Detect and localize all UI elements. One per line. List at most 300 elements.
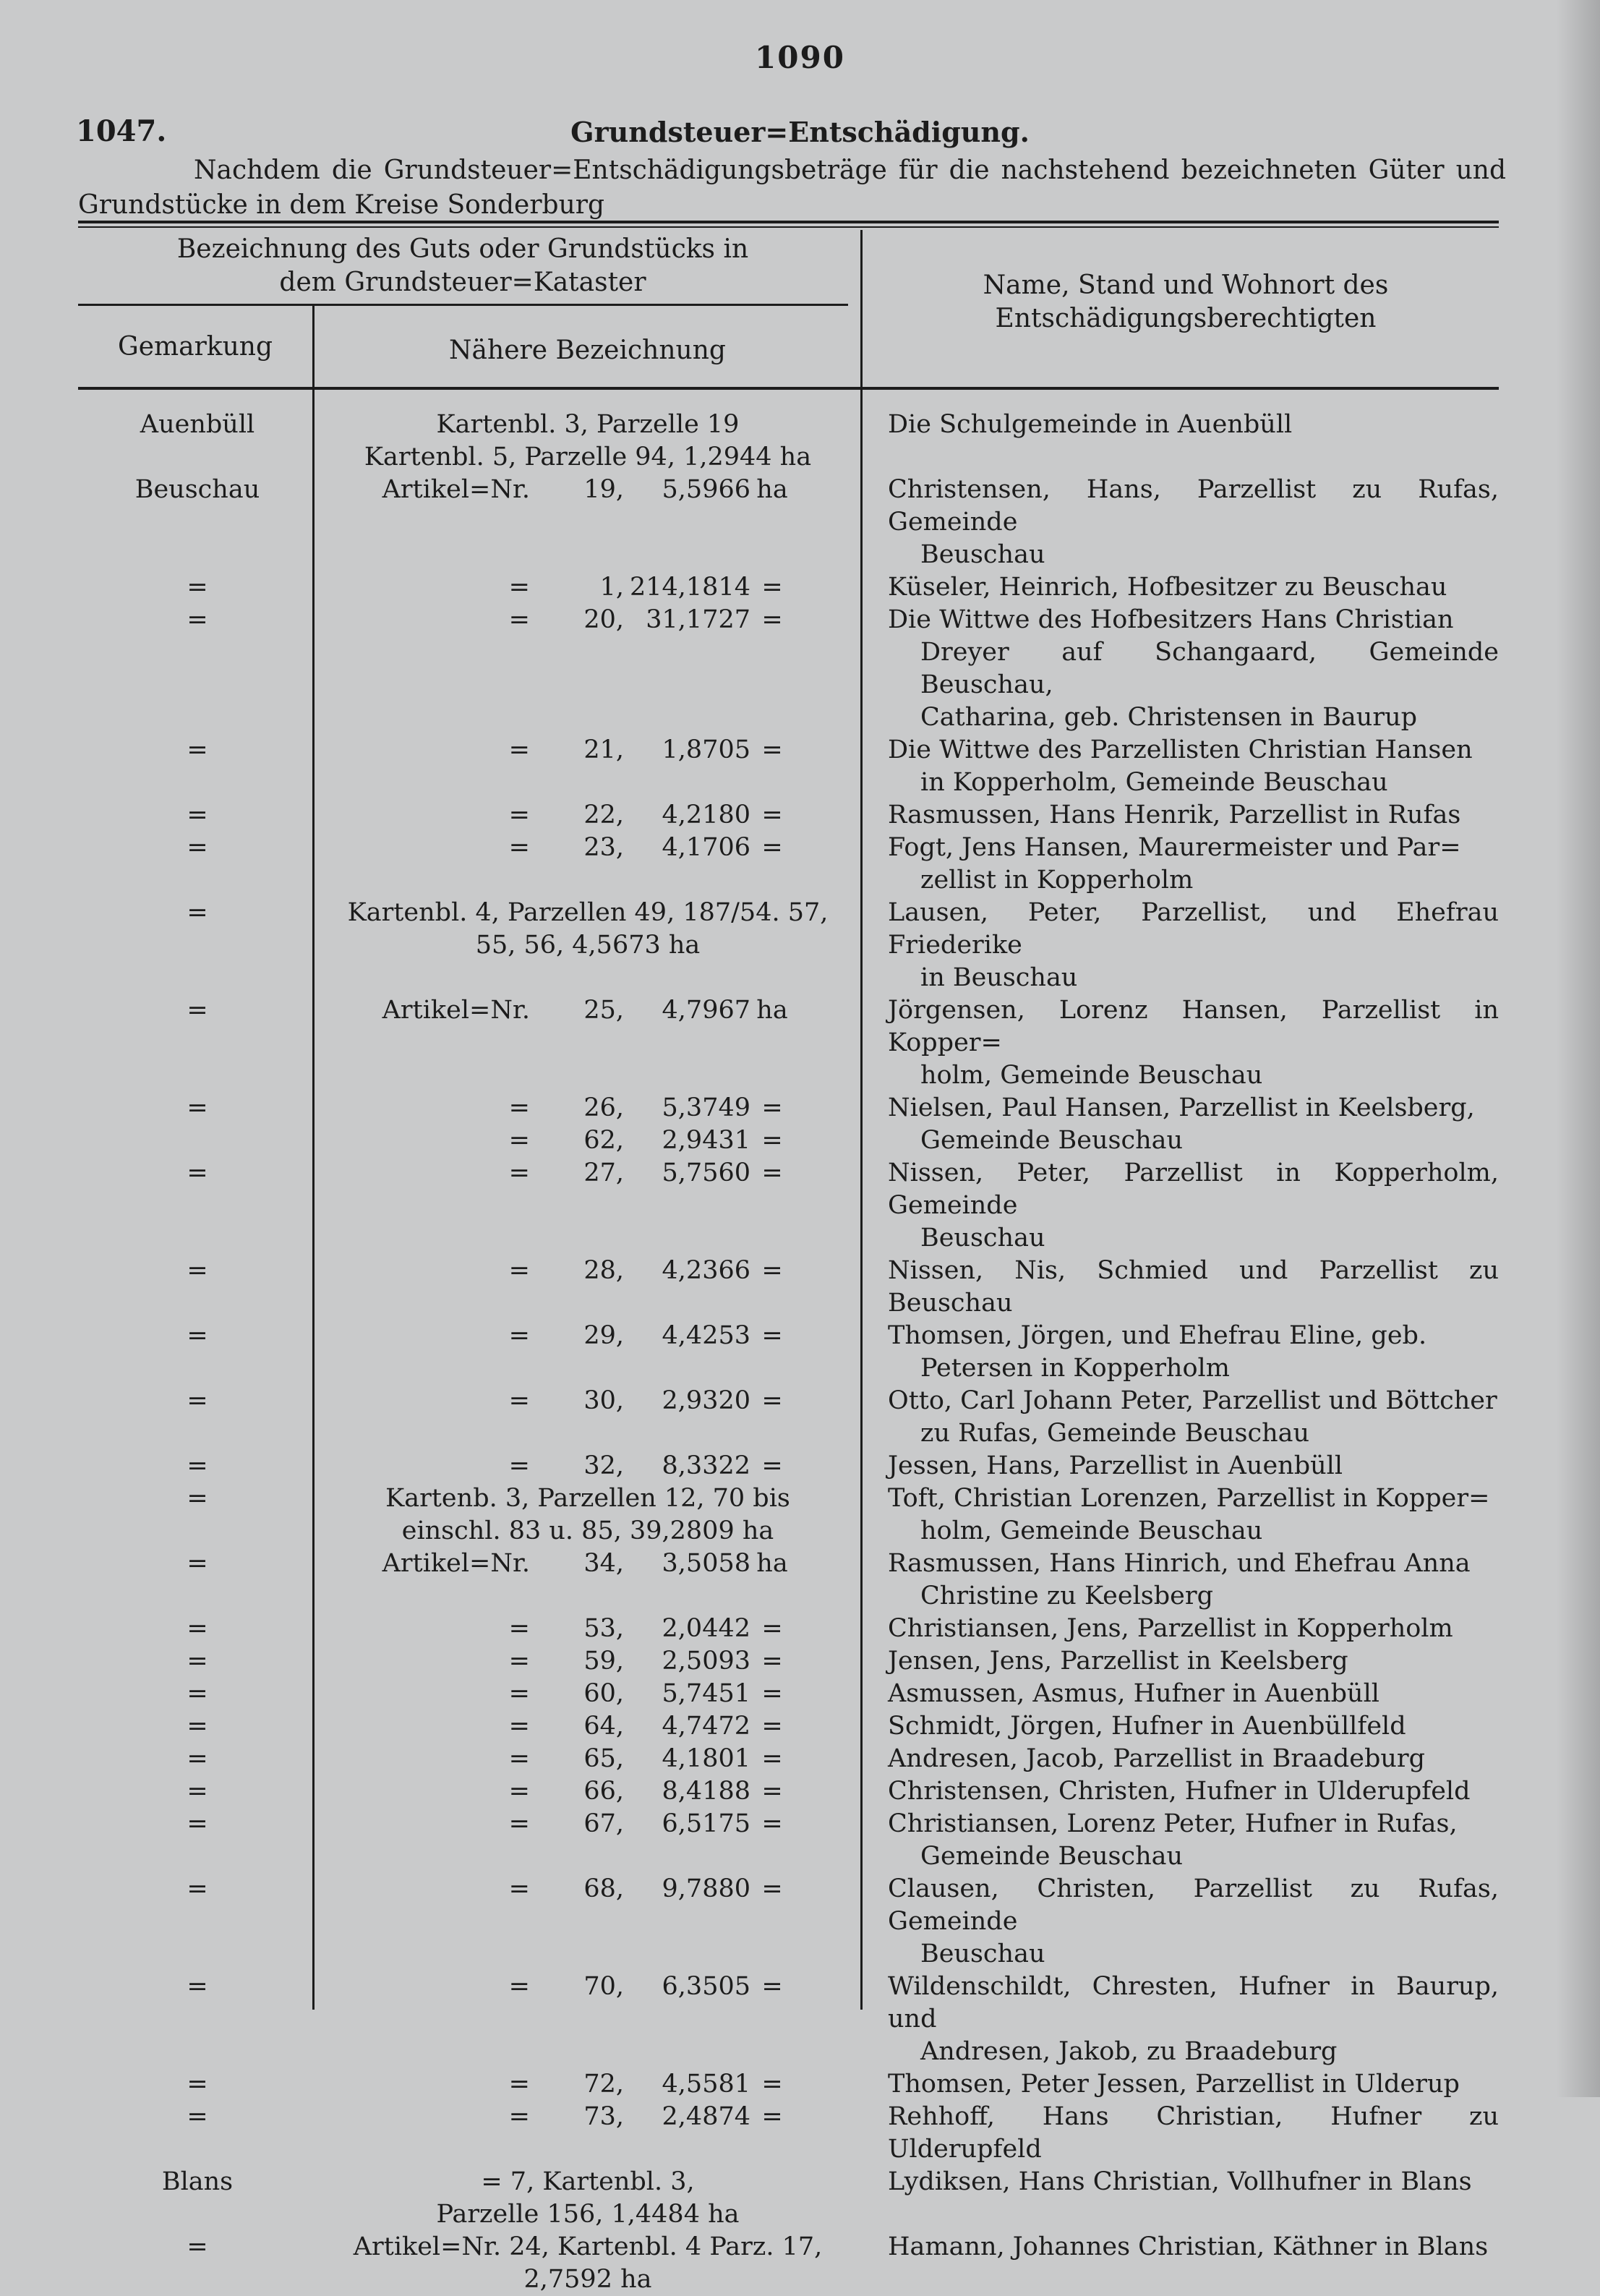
area-value: 2,4874 bbox=[662, 2102, 750, 2131]
name-line: Nissen, Peter, Parzellist in Kopperholm, Gemeinde bbox=[888, 1158, 1499, 1220]
table-row bbox=[78, 571, 1499, 604]
bezeichnung-cell bbox=[317, 409, 859, 441]
area-value: 214,1814 bbox=[629, 573, 750, 602]
area-value: 2,9431 bbox=[662, 1126, 750, 1155]
name-line: zellist in Kopperholm bbox=[920, 866, 1194, 895]
name-line: Die Wittwe des Hofbesitzers Hans Christian bbox=[888, 605, 1454, 634]
artikel-line bbox=[317, 1320, 859, 1352]
gemarkung-cell: = bbox=[187, 1256, 208, 1285]
name-line: Hamann, Johannes Christian, Käthner in Blans bbox=[888, 2232, 1489, 2261]
artikel-number: 29, bbox=[583, 1321, 624, 1350]
artikel-line bbox=[317, 1743, 859, 1775]
area-unit: = bbox=[761, 833, 783, 862]
name-cell bbox=[859, 1092, 1499, 1157]
table-row bbox=[78, 2231, 1499, 2296]
table-row bbox=[78, 1971, 1499, 2068]
artikel-label: = bbox=[508, 2102, 530, 2131]
name-cell bbox=[859, 1548, 1499, 1613]
name-cell bbox=[859, 1450, 1499, 1482]
table-row bbox=[78, 1482, 1499, 1548]
artikel-line bbox=[317, 1775, 859, 1808]
area-unit: = bbox=[761, 573, 783, 602]
artikel-number: 21, bbox=[583, 735, 624, 764]
gemarkung-cell: = bbox=[187, 2070, 208, 2099]
bezeichnung-line: 55, 56, 4,5673 ha bbox=[475, 931, 701, 960]
area-value: 2,5093 bbox=[662, 1647, 750, 1676]
name-line: Andresen, Jacob, Parzellist in Braadeburg bbox=[888, 1744, 1426, 1773]
gemarkung-cell: = bbox=[187, 1874, 208, 1903]
page-edge-shadow bbox=[1557, 0, 1600, 2097]
artikel-number: 22, bbox=[583, 801, 624, 829]
bezeichnung-cell bbox=[317, 1450, 859, 1482]
gemarkung-cell: = bbox=[187, 1093, 208, 1122]
table-row bbox=[78, 799, 1499, 832]
artikel-line bbox=[317, 1645, 859, 1678]
artikel-number: 59, bbox=[583, 1647, 624, 1676]
gemarkung-cell: = bbox=[187, 898, 208, 927]
area-unit: = bbox=[761, 605, 783, 634]
name-line: Jensen, Jens, Parzellist in Keelsberg bbox=[888, 1647, 1348, 1676]
area-value: 8,3322 bbox=[662, 1451, 750, 1480]
name-line: Christensen, Hans, Parzellist zu Rufas, Gemeinde bbox=[888, 475, 1499, 537]
bezeichnung-line: Parzelle 156, 1,4484 ha bbox=[436, 2200, 740, 2229]
bezeichnung-cell bbox=[317, 1873, 859, 1971]
area-value: 4,2180 bbox=[662, 801, 750, 829]
area-unit: = bbox=[761, 1647, 783, 1676]
gemarkung-cell: = bbox=[187, 735, 208, 764]
area-unit: = bbox=[761, 1809, 783, 1838]
name-line: Thomsen, Jörgen, und Ehefrau Eline, geb. bbox=[888, 1321, 1427, 1350]
intro-paragraph: Nachdem die Grundsteuer=Entschädigungsbeträge für die nachstehend bezeichneten Güter und Grundstücke in dem Kreise Sonderburg bbox=[78, 155, 1506, 220]
artikel-line bbox=[317, 604, 859, 636]
gemarkung-cell: = bbox=[187, 1809, 208, 1838]
artikel-number: 19, bbox=[583, 475, 624, 504]
header-group-rule bbox=[78, 304, 848, 306]
area-value: 6,3505 bbox=[662, 1972, 750, 2001]
artikel-label: = bbox=[508, 1321, 530, 1350]
name-cell bbox=[859, 2101, 1499, 2166]
bezeichnung-cell bbox=[317, 2068, 859, 2101]
area-value: 4,7472 bbox=[662, 1712, 750, 1741]
gemarkung-cell: = bbox=[187, 801, 208, 829]
artikel-line bbox=[317, 2068, 859, 2101]
name-line: Rasmussen, Hans Hinrich, und Ehefrau Anna bbox=[888, 1549, 1471, 1578]
artikel-line bbox=[317, 1808, 859, 1840]
name-line: Toft, Christian Lorenzen, Parzellist in Kopper= bbox=[888, 1484, 1490, 1513]
area-value: 5,7560 bbox=[662, 1158, 750, 1187]
bezeichnung-cell bbox=[317, 897, 859, 994]
artikel-label: = bbox=[508, 2070, 530, 2099]
table-row bbox=[78, 1385, 1499, 1450]
name-cell bbox=[859, 734, 1499, 799]
table-row bbox=[78, 1320, 1499, 1385]
area-value: 4,4253 bbox=[662, 1321, 750, 1350]
area-unit: = bbox=[761, 1126, 783, 1155]
bezeichnung-cell bbox=[317, 604, 859, 734]
artikel-label: = bbox=[508, 1647, 530, 1676]
name-cell bbox=[859, 441, 1499, 474]
table-row bbox=[78, 1548, 1499, 1613]
name-line: Gemeinde Beuschau bbox=[920, 1842, 1184, 1871]
artikel-label: = bbox=[508, 1972, 530, 2001]
bezeichnung-line: Kartenbl. 5, Parzelle 94, 1,2944 ha bbox=[364, 443, 812, 471]
gemarkung-cell: = bbox=[187, 1647, 208, 1676]
name-cell bbox=[859, 799, 1499, 832]
name-line: in Kopperholm, Gemeinde Beuschau bbox=[920, 768, 1388, 797]
artikel-number: 28, bbox=[583, 1256, 624, 1285]
area-unit: = bbox=[761, 1972, 783, 2001]
artikel-number: 27, bbox=[583, 1158, 624, 1187]
artikel-label: = bbox=[508, 1744, 530, 1773]
gemarkung-cell: = bbox=[187, 1744, 208, 1773]
name-cell bbox=[859, 409, 1499, 441]
name-line: in Beuschau bbox=[920, 963, 1078, 992]
table-row bbox=[78, 1450, 1499, 1482]
gemarkung-cell: = bbox=[187, 1321, 208, 1350]
name-line: holm, Gemeinde Beuschau bbox=[920, 1061, 1263, 1090]
name-cell bbox=[859, 1873, 1499, 1971]
name-line: Christiansen, Lorenz Peter, Hufner in Rufas, bbox=[888, 1809, 1458, 1838]
name-line: Christiansen, Jens, Parzellist in Kopperholm bbox=[888, 1614, 1453, 1643]
name-cell bbox=[859, 1743, 1499, 1775]
area-unit: = bbox=[761, 1256, 783, 1285]
table-row bbox=[78, 1743, 1499, 1775]
name-cell bbox=[859, 1710, 1499, 1743]
header-divider-right bbox=[860, 230, 863, 387]
name-line: holm, Gemeinde Beuschau bbox=[920, 1516, 1263, 1545]
bezeichnung-line: Kartenbl. 3, Parzelle 19 bbox=[436, 410, 740, 439]
bezeichnung-cell bbox=[317, 1482, 859, 1548]
table-row bbox=[78, 441, 1499, 474]
artikel-line bbox=[317, 1157, 859, 1190]
name-line: Nielsen, Paul Hansen, Parzellist in Keelsberg, bbox=[888, 1093, 1475, 1122]
bezeichnung-line: Kartenbl. 4, Parzellen 49, 187/54. 57, bbox=[347, 898, 829, 927]
gemarkung-cell: = bbox=[187, 573, 208, 602]
artikel-number: 1, bbox=[599, 573, 624, 602]
table-row bbox=[78, 1678, 1499, 1710]
document-title: Grundsteuer=Entschädigung. bbox=[570, 116, 1030, 148]
bezeichnung-cell bbox=[317, 1092, 859, 1157]
artikel-line bbox=[317, 2101, 859, 2133]
area-value: 4,7967 bbox=[662, 996, 750, 1025]
artikel-line bbox=[317, 1873, 859, 1905]
artikel-label: = bbox=[508, 1256, 530, 1285]
name-line: Rehhoff, Hans Christian, Hufner zu Ulderupfeld bbox=[888, 2102, 1499, 2164]
gemarkung-cell: Beuschau bbox=[134, 475, 260, 504]
area-value: 2,0442 bbox=[662, 1614, 750, 1643]
area-value: 2,9320 bbox=[662, 1386, 750, 1415]
area-value: 4,1801 bbox=[662, 1744, 750, 1773]
artikel-number: 68, bbox=[583, 1874, 624, 1903]
bezeichnung-cell bbox=[317, 832, 859, 897]
area-unit: = bbox=[761, 1679, 783, 1708]
document-number: 1047. bbox=[76, 114, 167, 148]
bezeichnung-cell bbox=[317, 1971, 859, 2068]
area-unit: = bbox=[761, 1712, 783, 1741]
gemarkung-cell: = bbox=[187, 996, 208, 1025]
bezeichnung-cell bbox=[317, 994, 859, 1092]
artikel-number: 66, bbox=[583, 1777, 624, 1806]
name-cell bbox=[859, 1385, 1499, 1450]
bezeichnung-cell bbox=[317, 2166, 859, 2231]
artikel-label: = bbox=[508, 1777, 530, 1806]
artikel-label: = bbox=[508, 1158, 530, 1187]
area-unit: ha bbox=[756, 475, 788, 504]
name-line: Lausen, Peter, Parzellist, und Ehefrau Friederike bbox=[888, 898, 1499, 960]
gemarkung-cell: = bbox=[187, 1712, 208, 1741]
artikel-line bbox=[317, 1255, 859, 1287]
name-line: Catharina, geb. Christensen in Baurup bbox=[920, 703, 1418, 732]
name-line: Jörgensen, Lorenz Hansen, Parzellist in Kopper= bbox=[888, 996, 1499, 1057]
name-line: Asmussen, Asmus, Hufner in Auenbüll bbox=[888, 1679, 1379, 1708]
gemarkung-cell: = bbox=[187, 833, 208, 862]
artikel-label: = bbox=[508, 1874, 530, 1903]
area-value: 4,2366 bbox=[662, 1256, 750, 1285]
header-group-title: Bezeichnung des Guts oder Grundstücks in dem Grundsteuer=Kataster bbox=[176, 234, 749, 297]
table-row bbox=[78, 1092, 1499, 1157]
area-value: 6,5175 bbox=[662, 1809, 750, 1838]
area-unit: ha bbox=[756, 996, 788, 1025]
gemarkung-cell: = bbox=[187, 605, 208, 634]
artikel-label: = bbox=[508, 1093, 530, 1122]
artikel-label: = bbox=[508, 801, 530, 829]
name-line: Jessen, Hans, Parzellist in Auenbüll bbox=[888, 1451, 1343, 1480]
name-line: Christensen, Christen, Hufner in Ulderupfeld bbox=[888, 1777, 1471, 1806]
name-cell bbox=[859, 1645, 1499, 1678]
page-number: 1090 bbox=[755, 40, 845, 75]
bezeichnung-cell bbox=[317, 734, 859, 799]
table-row bbox=[78, 734, 1499, 799]
gemarkung-cell: = bbox=[187, 1386, 208, 1415]
name-cell bbox=[859, 1808, 1499, 1873]
artikel-line bbox=[317, 1092, 859, 1124]
bezeichnung-cell bbox=[317, 441, 859, 474]
bezeichnung-cell bbox=[317, 2101, 859, 2166]
artikel-line bbox=[317, 1450, 859, 1482]
area-value: 5,3749 bbox=[662, 1093, 750, 1122]
gemarkung-cell bbox=[78, 441, 317, 474]
artikel-line bbox=[317, 832, 859, 864]
table-body bbox=[78, 409, 1499, 2296]
bezeichnung-cell bbox=[317, 1255, 859, 1320]
area-value: 1,8705 bbox=[662, 735, 750, 764]
table-row bbox=[78, 2166, 1499, 2231]
artikel-number: 65, bbox=[583, 1744, 624, 1773]
artikel-line bbox=[317, 799, 859, 832]
name-line: Lydiksen, Hans Christian, Vollhufner in Blans bbox=[888, 2167, 1472, 2196]
artikel-number: 30, bbox=[583, 1386, 624, 1415]
gemarkung-cell: = bbox=[187, 1679, 208, 1708]
bezeichnung-cell bbox=[317, 1613, 859, 1645]
area-value: 8,4188 bbox=[662, 1777, 750, 1806]
artikel-number: 60, bbox=[583, 1679, 624, 1708]
table-top-rule-thin bbox=[78, 226, 1499, 228]
bezeichnung-cell bbox=[317, 2231, 859, 2296]
name-line: Nissen, Nis, Schmied und Parzellist zu Beuschau bbox=[888, 1256, 1499, 1318]
area-unit: = bbox=[761, 1614, 783, 1643]
table-row bbox=[78, 1255, 1499, 1320]
name-line: Thomsen, Peter Jessen, Parzellist in Ulderup bbox=[888, 2070, 1460, 2099]
name-line: Fogt, Jens Hansen, Maurermeister und Par= bbox=[888, 833, 1461, 862]
name-line: Christine zu Keelsberg bbox=[920, 1582, 1213, 1610]
artikel-number: 26, bbox=[583, 1093, 624, 1122]
area-value: 5,7451 bbox=[662, 1679, 750, 1708]
table-row bbox=[78, 1613, 1499, 1645]
artikel-label: = bbox=[508, 605, 530, 634]
name-line: Clausen, Christen, Parzellist zu Rufas, Gemeinde bbox=[888, 1874, 1499, 1936]
artikel-number: 70, bbox=[583, 1972, 624, 2001]
gemarkung-cell: = bbox=[187, 1614, 208, 1643]
bezeichnung-cell bbox=[317, 1645, 859, 1678]
bezeichnung-line: einschl. 83 u. 85, 39,2809 ha bbox=[401, 1516, 774, 1545]
bezeichnung-cell bbox=[317, 571, 859, 604]
artikel-line bbox=[317, 1710, 859, 1743]
name-cell bbox=[859, 1775, 1499, 1808]
bezeichnung-line: 2,7592 ha bbox=[523, 2265, 652, 2294]
table-row bbox=[78, 2068, 1499, 2101]
name-cell bbox=[859, 1255, 1499, 1320]
name-cell bbox=[859, 2231, 1499, 2296]
artikel-label: Artikel=Nr. bbox=[382, 996, 530, 1025]
name-cell bbox=[859, 1971, 1499, 2068]
area-value: 31,1727 bbox=[646, 605, 750, 634]
name-line: Otto, Carl Johann Peter, Parzellist und Böttcher bbox=[888, 1386, 1497, 1415]
name-line: Petersen in Kopperholm bbox=[920, 1354, 1230, 1383]
gemarkung-cell: = bbox=[187, 1549, 208, 1578]
artikel-number: 62, bbox=[583, 1126, 624, 1155]
table-row bbox=[78, 474, 1499, 571]
bezeichnung-cell bbox=[317, 1710, 859, 1743]
name-line: Andresen, Jakob, zu Braadeburg bbox=[920, 2037, 1338, 2066]
artikel-label: = bbox=[508, 1679, 530, 1708]
name-cell bbox=[859, 604, 1499, 734]
artikel-line bbox=[317, 571, 859, 604]
area-value: 4,1706 bbox=[662, 833, 750, 862]
bezeichnung-cell bbox=[317, 1320, 859, 1385]
table-row bbox=[78, 1775, 1499, 1808]
area-unit: = bbox=[761, 1093, 783, 1122]
table-row bbox=[78, 1873, 1499, 1971]
gemarkung-cell: Blans bbox=[161, 2167, 234, 2196]
table-row bbox=[78, 1710, 1499, 1743]
area-value: 3,5058 bbox=[662, 1549, 750, 1578]
name-cell bbox=[859, 1482, 1499, 1548]
artikel-line bbox=[317, 1678, 859, 1710]
table-row bbox=[78, 897, 1499, 994]
gemarkung-cell: = bbox=[187, 1451, 208, 1480]
name-line: Die Wittwe des Parzellisten Christian Hansen bbox=[888, 735, 1473, 764]
area-value: 4,5581 bbox=[662, 2070, 750, 2099]
bezeichnung-line: Kartenb. 3, Parzellen 12, 70 bis bbox=[385, 1484, 790, 1513]
area-unit: = bbox=[761, 801, 783, 829]
name-line: zu Rufas, Gemeinde Beuschau bbox=[920, 1419, 1310, 1448]
name-line: Wildenschildt, Chresten, Hufner in Baurup, und bbox=[888, 1972, 1499, 2033]
name-cell bbox=[859, 1613, 1499, 1645]
artikel-line bbox=[317, 474, 859, 506]
gemarkung-cell: Auenbüll bbox=[140, 410, 255, 439]
area-unit: = bbox=[761, 2070, 783, 2099]
name-cell bbox=[859, 571, 1499, 604]
area-unit: ha bbox=[756, 1549, 788, 1578]
artikel-label: = bbox=[508, 1126, 530, 1155]
area-value: 9,7880 bbox=[662, 1874, 750, 1903]
name-line: Beuschau bbox=[920, 540, 1045, 569]
artikel-number: 23, bbox=[583, 833, 624, 862]
area-unit: = bbox=[761, 1321, 783, 1350]
header-gemarkung: Gemarkung bbox=[117, 332, 273, 362]
bezeichnung-cell bbox=[317, 1678, 859, 1710]
table-row bbox=[78, 1157, 1499, 1255]
gemarkung-cell: = bbox=[187, 1777, 208, 1806]
artikel-label: = bbox=[508, 1809, 530, 1838]
gemarkung-cell: = bbox=[187, 2232, 208, 2261]
artikel-label: = bbox=[508, 1386, 530, 1415]
table-row bbox=[78, 2101, 1499, 2166]
name-line: Dreyer auf Schangaard, Gemeinde Beuschau, bbox=[920, 638, 1499, 699]
gemarkung-cell: = bbox=[187, 1972, 208, 2001]
name-line: Beuschau bbox=[920, 1939, 1045, 1968]
artikel-number: 32, bbox=[583, 1451, 624, 1480]
table-top-rule bbox=[78, 221, 1499, 223]
artikel-number: 20, bbox=[583, 605, 624, 634]
area-value: 5,5966 bbox=[662, 475, 750, 504]
name-cell bbox=[859, 994, 1499, 1092]
artikel-label: = bbox=[508, 573, 530, 602]
name-line: Die Schulgemeinde in Auenbüll bbox=[888, 410, 1293, 439]
artikel-label: = bbox=[508, 735, 530, 764]
table-row bbox=[78, 832, 1499, 897]
artikel-number: 25, bbox=[583, 996, 624, 1025]
area-unit: = bbox=[761, 735, 783, 764]
artikel-label: = bbox=[508, 1712, 530, 1741]
gemarkung-cell: = bbox=[187, 1484, 208, 1513]
name-line: Gemeinde Beuschau bbox=[920, 1126, 1184, 1155]
artikel-number: 34, bbox=[583, 1549, 624, 1578]
table-row bbox=[78, 409, 1499, 441]
table-row bbox=[78, 1808, 1499, 1873]
area-unit: = bbox=[761, 1451, 783, 1480]
header-name-stand-wohnort: Name, Stand und Wohnort des Entschädigungsberechtigten bbox=[983, 270, 1389, 333]
artikel-line bbox=[317, 1548, 859, 1580]
artikel-line bbox=[317, 734, 859, 767]
table-row bbox=[78, 994, 1499, 1092]
artikel-number: 53, bbox=[583, 1614, 624, 1643]
name-cell bbox=[859, 1678, 1499, 1710]
bezeichnung-cell bbox=[317, 1743, 859, 1775]
area-unit: = bbox=[761, 1386, 783, 1415]
artikel-number: 73, bbox=[583, 2102, 624, 2131]
area-unit: = bbox=[761, 1158, 783, 1187]
name-cell bbox=[859, 897, 1499, 994]
gemarkung-cell: = bbox=[187, 2102, 208, 2131]
artikel-line bbox=[317, 1124, 859, 1157]
header-naehere-bezeichnung: Nähere Bezeichnung bbox=[449, 336, 726, 365]
artikel-number: 67, bbox=[583, 1809, 624, 1838]
artikel-number: 72, bbox=[583, 2070, 624, 2099]
bezeichnung-cell bbox=[317, 1808, 859, 1873]
bezeichnung-cell bbox=[317, 1548, 859, 1613]
name-line: Rasmussen, Hans Henrik, Parzellist in Rufas bbox=[888, 801, 1461, 829]
bezeichnung-line: = 7, Kartenbl. 3, bbox=[481, 2167, 695, 2196]
artikel-label: = bbox=[508, 1614, 530, 1643]
gemarkung-cell: = bbox=[187, 1158, 208, 1187]
table-row bbox=[78, 604, 1499, 734]
artikel-label: Artikel=Nr. bbox=[382, 475, 530, 504]
bezeichnung-cell bbox=[317, 799, 859, 832]
bezeichnung-cell bbox=[317, 1775, 859, 1808]
area-unit: = bbox=[761, 1874, 783, 1903]
artikel-label: = bbox=[508, 833, 530, 862]
